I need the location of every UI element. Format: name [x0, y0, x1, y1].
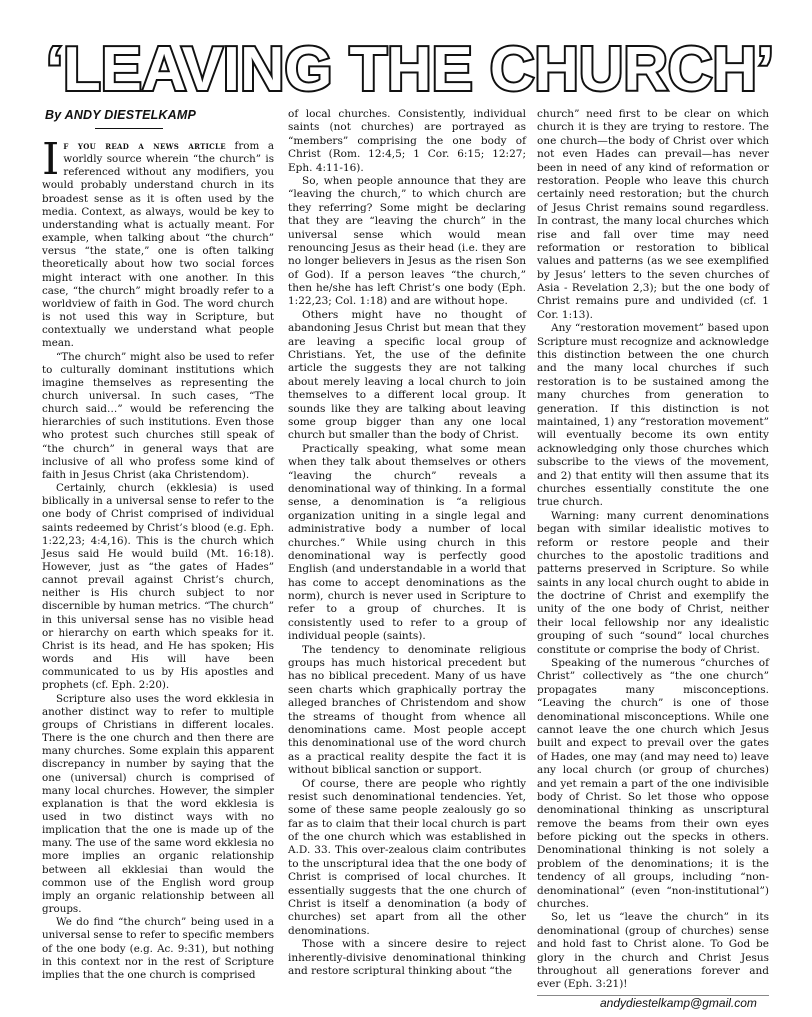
paragraph: Of course, there are people who rightly resist such denominational tendencies. Yet, some of these same people zealously go so far as to claim that their local church is part of the one church which was established in A.D. 33. This over-zealous claim contributes to the unscriptural idea that the one body of Christ is comprised of local churches. It essentially suggests that the one church of Christ is itself a denomination (a body of churches) set apart from all the other denominations.: [288, 777, 526, 937]
byline-rule: [95, 128, 163, 129]
paragraph: Scripture also uses the word ekklesia in another distinct way to refer to multiple groups of Christians in different locales. There is the one church and then there are many churches. Some explain this apparent discrepancy in number by saying that the one (universal) church is comprised of many local churches. However, the simpler explanation is that the word ekklesia is used in two distinct ways with no implication that the one is made up of the many. The use of the same word ekklesia no more implies an organic relationship between all ekklesiai than would the common use of the English word group imply an organic relationship between all groups.: [42, 692, 274, 916]
article-column-3: [537, 108, 769, 992]
headline: [40, 32, 780, 102]
paragraph: [42, 134, 274, 351]
article-column-2: [288, 108, 526, 978]
paragraph: church” need first to be clear on which church it is they are trying to restore. The one church—the body of Christ over which not even Hades can prevail—has never been in need of any kind of reformation or restoration. People who leave this church certainly need restoration; but the church of Jesus Christ remains sound regardless. In contrast, the many local churches which rise and fall over time may need reformation or restoration to biblical values and patterns (as we see exemplified by Jesus’ letters to the seven churches of Asia - Revelation 2,3); but the one body of Christ remains pure and undivided (cf. 1 Cor. 1:13).: [537, 108, 769, 321]
lead-in: f you read a news article: [63, 140, 226, 152]
paragraph: Any “restoration movement” based upon Scripture must recognize and acknowledge this distinction between the one church and the many local churches if such restoration is to be sustained among the many churches from generation to generation. If this distinction is not maintained, 1) any “restoration movement” will eventually become its own entity acknowledging only those churches which subscribe to the views of the movement, and 2) that entity will then assume that its churches essentially constitute the one true church.: [537, 322, 769, 509]
paragraph: Speaking of the numerous “churches of Christ” collectively as “the one church” propagates many misconceptions. “Leaving the church” is one of those denominational misconceptions. While one cannot leave the one church which Jesus built and expect to prevail over the gates of Hades, one may (and may need to) leave any local church (or group of churches) and yet remain a part of the one indivisible body of Christ. So let those who oppose denominational thinking as unscriptural remove the beams from their own eyes before picking out the specks in others. Denominational thinking is not solely a problem of the denominations; it is the tendency of all groups, including “non-denominational” (even “non-institutional”) churches.: [537, 657, 769, 911]
article-column-1: [42, 134, 274, 982]
author-email[interactable]: andydiestelkamp@gmail.com: [600, 996, 757, 1010]
paragraph: We do find “the church” being used in a universal sense to refer to specific members of the one body (e.g. Ac. 9:31), but nothing in this context nor in the rest of Scripture implies that the one church is comprised: [42, 916, 274, 981]
paragraph: So, let us “leave the church” in its denominational (group of churches) sense and hold fast to Christ alone. To God be glory in the church and Christ Jesus throughout all generations forever and ever (Eph. 3:21)!: [537, 911, 769, 991]
paragraph: Those with a sincere desire to reject inherently-divisive denominational thinking and restore scriptural thinking about “the: [288, 938, 526, 977]
paragraph: Certainly, church (ekklesia) is used biblically in a universal sense to refer to the one body of Christ comprised of individual saints redeemed by Christ’s blood (e.g. Eph. 1:22,23; 4:4,16). This is the church which Jesus said He would build (Mt. 16:18). However, just as “the gates of Hades” cannot prevail against Christ’s church, neither is His church subject to nor discernible by human metrics. “The church” in this universal sense has no visible head or hierarchy on earth which speaks for it. Christ is its head, and He has spoken; His words and His will have been communicated to us by His apostles and prophets (cf. Eph. 2:20).: [42, 482, 274, 692]
paragraph: “The church” might also be used to refer to culturally dominant institutions which imagine themselves as representing the church universal. In such cases, “The church said…” would be referencing the hierarchies of such institutions. Even those who protest such churches still speak of “the church” in general ways that are inclusive of all who profess some kind of faith in Jesus Christ (aka Christendom).: [42, 350, 274, 481]
drop-cap: I: [42, 134, 60, 185]
paragraph-text: from a worldly source wherein “the church” is referenced without any modifiers, you would probably understand church in its broadest sense as it is often used by the media. Context, as always, would be key to understanding what is actually meant. For example, when talking about “the church” versus “the state,” one is often talking theoretically about how two social forces might interact with one another. In this case, “the church” might broadly refer to a worldview of faith in God. The word church is not used this way in Scripture, but contextually we understand what people mean.: [42, 140, 274, 350]
headline-text: ‘LEAVING THE CHURCH’: [46, 35, 774, 102]
paragraph: Warning: many current denominations began with similar idealistic motives to reform or restore people and their churches to the apostolic traditions and patterns preserved in Scripture. So while saints in any local church ought to abide in the doctrine of Christ and exemplify the unity of the one body of Christ, neither their local fellowship nor any idealistic grouping of such “sound” local churches constitute or comprise the body of Christ.: [537, 509, 769, 656]
paragraph: So, when people announce that they are “leaving the church,” to which church are they referring? Some might be declaring that they are “leaving the church” in the universal sense which would mean renouncing Jesus as their head (i.e. they are no longer believers in Jesus as the risen Son of God). If a person leaves “the church,” then he/she has left Christ’s one body (Eph. 1:22,23; Col. 1:18) and are without hope.: [288, 174, 526, 308]
paragraph: of local churches. Consistently, individual saints (not churches) are portrayed as “members” comprising the one body of Christ (Rom. 12:4,5; 1 Cor. 6:15; 12:27; Eph. 4:11-16).: [288, 108, 526, 174]
paragraph: Others might have no thought of abandoning Jesus Christ but mean that they are leaving a specific local group of Christians. Yet, the use of the definite article the suggests they are not talking about merely leaving a local church to join themselves to a different local group. It sounds like they are talking about leaving some group bigger than any one local church but smaller than the body of Christ.: [288, 308, 526, 442]
paragraph: Practically speaking, what some mean when they talk about themselves or others “leaving the church” reveals a denominational way of thinking. In a formal sense, a denomination is “a religious organization uniting in a single legal and administrative body a number of local churches.” While using church in this denominational way is perfectly good English (and understandable in a world that has come to accept denominations as the norm), church is never used in Scripture to refer to a group of churches. It is consistently used to refer to a group of individual people (saints).: [288, 442, 526, 643]
paragraph: The tendency to denominate religious groups has much historical precedent but has no biblical precedent. Many of us have seen charts which graphically portray the alleged branches of Christendom and show the streams of thought from whence all denominations came. Most people accept this denominational use of the word church as a practical reality despite the fact it is without biblical sanction or support.: [288, 643, 526, 777]
byline: By ANDY DIESTELKAMP: [45, 108, 197, 122]
